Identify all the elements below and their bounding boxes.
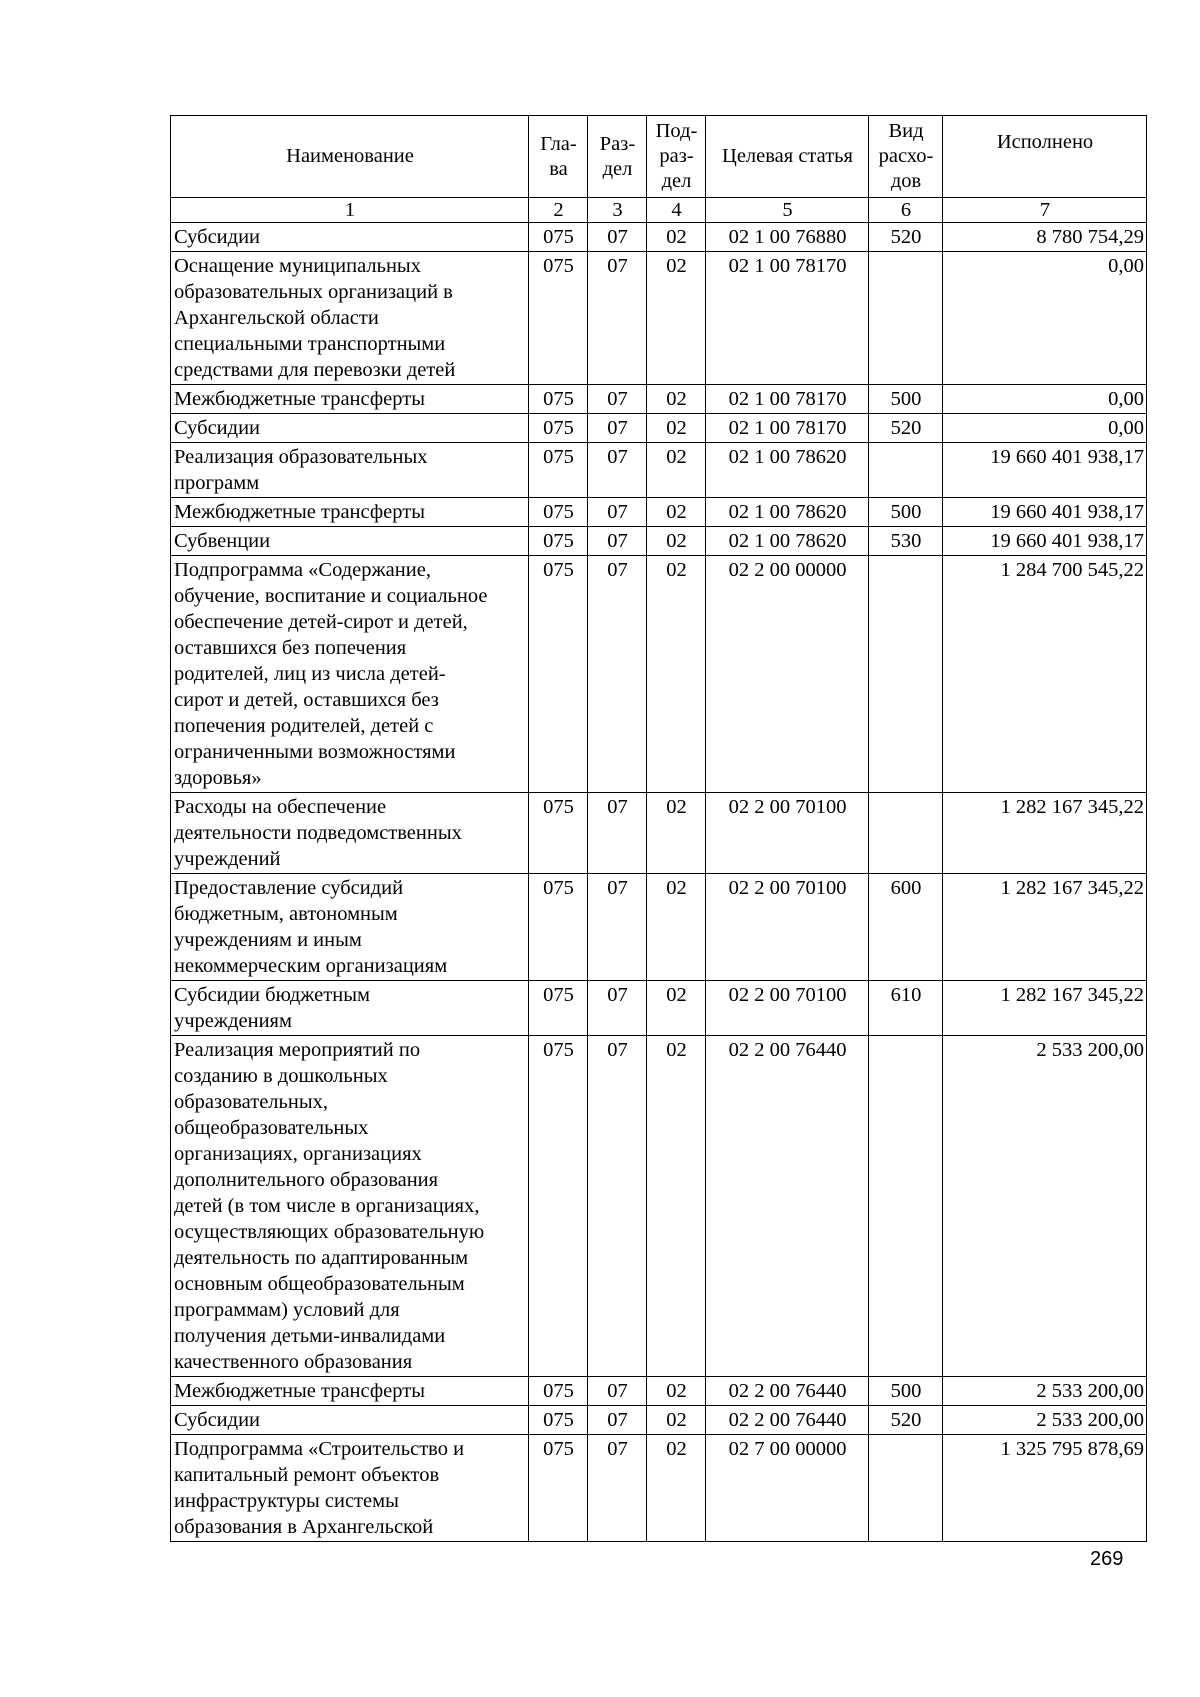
cell-chapter: 075 (529, 1406, 588, 1435)
cell-name-line: Предоставление субсидий (174, 877, 404, 899)
cell-section: 07 (588, 1435, 647, 1542)
cell-name (171, 793, 529, 874)
table-row (171, 527, 1147, 556)
cell-name-line: дополнительного образования (174, 1169, 439, 1191)
table-row (171, 1435, 1147, 1542)
cell-name-line: деятельности подведомственных (174, 822, 462, 844)
cell-name-line: специальными транспортными (174, 333, 446, 355)
table-row (171, 1036, 1147, 1377)
cell-target: 02 1 00 76880 (706, 223, 869, 252)
cell-section: 07 (588, 556, 647, 793)
cell-name (171, 414, 529, 443)
cell-name (171, 1406, 529, 1435)
cell-name-line: деятельность по адаптированным (174, 1247, 469, 1269)
cell-section: 07 (588, 874, 647, 981)
cell-name (171, 981, 529, 1036)
cell-name-line: Субсидии (174, 417, 261, 439)
cell-name-line: учреждениям (174, 1010, 292, 1032)
column-number: 1 (171, 198, 529, 223)
cell-chapter: 075 (529, 1435, 588, 1542)
cell-name-line: Расходы на обеспечение (174, 796, 387, 818)
cell-section: 07 (588, 443, 647, 498)
cell-name-line: Субсидии (174, 1409, 261, 1431)
cell-chapter: 075 (529, 414, 588, 443)
cell-chapter: 075 (529, 385, 588, 414)
cell-amount: 19 660 401 938,17 (943, 527, 1147, 556)
header-subsection-line: раз- (659, 145, 694, 167)
cell-amount: 1 282 167 345,22 (943, 874, 1147, 981)
cell-name-line: учреждений (174, 848, 281, 870)
cell-name (171, 498, 529, 527)
cell-subsection: 02 (647, 443, 706, 498)
cell-chapter: 075 (529, 498, 588, 527)
cell-name (171, 1435, 529, 1542)
cell-subsection: 02 (647, 252, 706, 385)
header-expense (869, 116, 943, 198)
cell-name (171, 556, 529, 793)
column-number: 6 (869, 198, 943, 223)
header-section-line: дел (602, 157, 633, 180)
cell-target: 02 2 00 76440 (706, 1377, 869, 1406)
cell-target: 02 2 00 70100 (706, 981, 869, 1036)
cell-name-line: Межбюджетные трансферты (174, 388, 425, 410)
cell-name-line: Оснащение муниципальных (174, 255, 421, 277)
cell-section: 07 (588, 498, 647, 527)
column-number: 2 (529, 198, 588, 223)
cell-target: 02 7 00 00000 (706, 1435, 869, 1542)
cell-name-line: программ (174, 472, 260, 494)
cell-section: 07 (588, 527, 647, 556)
cell-name-line: некоммерческим организациям (174, 955, 448, 977)
column-number-row (171, 198, 1147, 223)
cell-section: 07 (588, 1406, 647, 1435)
cell-amount: 19 660 401 938,17 (943, 443, 1147, 498)
cell-chapter: 075 (529, 793, 588, 874)
column-number: 3 (588, 198, 647, 223)
cell-amount: 2 533 200,00 (943, 1036, 1147, 1377)
cell-expense (869, 1036, 943, 1377)
cell-amount: 1 284 700 545,22 (943, 556, 1147, 793)
header-expense-line: дов (890, 170, 922, 192)
header-section-line: Раз- (599, 132, 636, 155)
table-row (171, 1377, 1147, 1406)
cell-subsection: 02 (647, 1036, 706, 1377)
cell-name-line: обеспечение детей-сирот и детей, (174, 611, 468, 633)
cell-name (171, 527, 529, 556)
cell-target: 02 1 00 78170 (706, 414, 869, 443)
cell-name (171, 252, 529, 385)
cell-name-line: сирот и детей, оставшихся без (174, 689, 439, 711)
cell-section: 07 (588, 1377, 647, 1406)
table-header (171, 116, 1147, 223)
cell-name-line: обучение, воспитание и социальное (174, 585, 488, 607)
table-body (171, 223, 1147, 1542)
cell-name-line: бюджетным, автономным (174, 903, 398, 925)
cell-amount: 1 282 167 345,22 (943, 981, 1147, 1036)
cell-name-line: Реализация мероприятий по (174, 1039, 421, 1061)
table-row (171, 981, 1147, 1036)
cell-name-line: Архангельской области (174, 307, 379, 329)
cell-name (171, 1377, 529, 1406)
table-row (171, 252, 1147, 385)
cell-subsection: 02 (647, 874, 706, 981)
column-number: 4 (647, 198, 706, 223)
cell-name-line: Подпрограмма «Содержание, (174, 559, 431, 581)
cell-amount: 0,00 (943, 385, 1147, 414)
cell-expense: 520 (869, 1406, 943, 1435)
cell-section: 07 (588, 793, 647, 874)
page-number: 269 (1090, 1548, 1124, 1570)
cell-name-line: родителей, лиц из числа детей- (174, 663, 446, 685)
cell-target: 02 1 00 78620 (706, 443, 869, 498)
cell-target: 02 1 00 78170 (706, 385, 869, 414)
cell-name-line: инфраструктуры системы (174, 1490, 399, 1512)
header-chapter-line: Гла- (540, 132, 577, 155)
cell-chapter: 075 (529, 874, 588, 981)
header-chapter (529, 116, 588, 198)
table-row (171, 874, 1147, 981)
cell-section: 07 (588, 1036, 647, 1377)
cell-name-line: образовательных организаций в (174, 281, 453, 303)
cell-amount: 2 533 200,00 (943, 1377, 1147, 1406)
cell-amount: 8 780 754,29 (943, 223, 1147, 252)
cell-amount: 0,00 (943, 414, 1147, 443)
cell-name-line: общеобразовательных (174, 1117, 369, 1139)
cell-expense: 500 (869, 498, 943, 527)
cell-name-line: осуществляющих образовательную (174, 1221, 485, 1243)
header-section (588, 116, 647, 198)
cell-chapter: 075 (529, 556, 588, 793)
cell-name-line: основным общеобразовательным (174, 1273, 465, 1295)
cell-amount: 1 282 167 345,22 (943, 793, 1147, 874)
cell-name-line: программам) условий для (174, 1299, 400, 1321)
cell-expense (869, 443, 943, 498)
cell-expense: 530 (869, 527, 943, 556)
cell-target: 02 1 00 78620 (706, 527, 869, 556)
cell-expense (869, 252, 943, 385)
cell-name-line: созданию в дошкольных (174, 1065, 388, 1087)
cell-target: 02 2 00 00000 (706, 556, 869, 793)
cell-subsection: 02 (647, 793, 706, 874)
cell-expense (869, 793, 943, 874)
cell-name-line: детей (в том числе в организациях, (174, 1195, 480, 1217)
header-subsection-line: дел (661, 170, 692, 192)
cell-subsection: 02 (647, 498, 706, 527)
cell-name-line: ограниченными возможностями (174, 741, 456, 763)
cell-name (171, 223, 529, 252)
cell-subsection: 02 (647, 1406, 706, 1435)
cell-name-line: организациях, организациях (174, 1143, 422, 1165)
cell-name-line: попечения родителей, детей с (174, 715, 434, 737)
header-name: Наименование (171, 116, 529, 198)
cell-name-line: Межбюджетные трансферты (174, 501, 425, 523)
cell-expense: 610 (869, 981, 943, 1036)
cell-name (171, 385, 529, 414)
cell-subsection: 02 (647, 223, 706, 252)
cell-name-line: Реализация образовательных (174, 446, 428, 468)
header-subsection (647, 116, 706, 198)
cell-subsection: 02 (647, 527, 706, 556)
cell-name (171, 874, 529, 981)
cell-subsection: 02 (647, 414, 706, 443)
table-row (171, 414, 1147, 443)
cell-name (171, 443, 529, 498)
table-row (171, 498, 1147, 527)
cell-subsection: 02 (647, 1435, 706, 1542)
cell-expense: 600 (869, 874, 943, 981)
cell-target: 02 2 00 76440 (706, 1036, 869, 1377)
cell-chapter: 075 (529, 252, 588, 385)
header-expense-line: Вид (888, 120, 924, 142)
cell-subsection: 02 (647, 981, 706, 1036)
cell-name-line: здоровья» (174, 767, 262, 789)
header-target: Целевая статья (706, 116, 869, 198)
cell-section: 07 (588, 385, 647, 414)
cell-section: 07 (588, 981, 647, 1036)
cell-expense (869, 556, 943, 793)
cell-expense: 520 (869, 414, 943, 443)
cell-subsection: 02 (647, 385, 706, 414)
cell-chapter: 075 (529, 527, 588, 556)
cell-expense: 500 (869, 385, 943, 414)
cell-amount: 0,00 (943, 252, 1147, 385)
cell-chapter: 075 (529, 981, 588, 1036)
cell-name-line: учреждениям и иным (174, 929, 362, 951)
cell-name (171, 1036, 529, 1377)
cell-expense (869, 1435, 943, 1542)
header-subsection-line: Под- (655, 120, 698, 142)
cell-section: 07 (588, 414, 647, 443)
cell-name-line: оставшихся без попечения (174, 637, 407, 659)
cell-name-line: получения детьми-инвалидами (174, 1325, 446, 1347)
cell-chapter: 075 (529, 1036, 588, 1377)
header-expense-line: расхо- (878, 145, 934, 167)
cell-subsection: 02 (647, 1377, 706, 1406)
cell-name-line: образовательных, (174, 1091, 328, 1113)
cell-target: 02 1 00 78170 (706, 252, 869, 385)
header-row (171, 116, 1147, 198)
cell-chapter: 075 (529, 443, 588, 498)
table-row (171, 1406, 1147, 1435)
table-row (171, 385, 1147, 414)
cell-name-line: Субсидии (174, 226, 261, 248)
budget-table (170, 115, 1147, 1542)
cell-name-line: Субсидии бюджетным (174, 984, 370, 1006)
cell-expense: 500 (869, 1377, 943, 1406)
cell-section: 07 (588, 252, 647, 385)
table-row (171, 793, 1147, 874)
cell-name-line: Межбюджетные трансферты (174, 1380, 425, 1402)
cell-name-line: средствами для перевозки детей (174, 359, 456, 381)
cell-target: 02 1 00 78620 (706, 498, 869, 527)
cell-subsection: 02 (647, 556, 706, 793)
header-chapter-line: ва (549, 157, 568, 180)
table-row (171, 223, 1147, 252)
cell-name-line: капитальный ремонт объектов (174, 1464, 440, 1486)
table-row (171, 443, 1147, 498)
cell-expense: 520 (869, 223, 943, 252)
cell-name-line: Подпрограмма «Строительство и (174, 1438, 465, 1460)
cell-amount: 19 660 401 938,17 (943, 498, 1147, 527)
cell-target: 02 2 00 76440 (706, 1406, 869, 1435)
column-number: 7 (943, 198, 1147, 223)
cell-target: 02 2 00 70100 (706, 874, 869, 981)
cell-name-line: Субвенции (174, 530, 271, 552)
cell-name-line: образования в Архангельской (174, 1516, 434, 1538)
cell-amount: 1 325 795 878,69 (943, 1435, 1147, 1542)
cell-name-line: качественного образования (174, 1351, 413, 1373)
cell-chapter: 075 (529, 1377, 588, 1406)
cell-section: 07 (588, 223, 647, 252)
header-executed: Исполнено (943, 116, 1147, 198)
column-number: 5 (706, 198, 869, 223)
cell-target: 02 2 00 70100 (706, 793, 869, 874)
table-row (171, 556, 1147, 793)
cell-amount: 2 533 200,00 (943, 1406, 1147, 1435)
cell-chapter: 075 (529, 223, 588, 252)
